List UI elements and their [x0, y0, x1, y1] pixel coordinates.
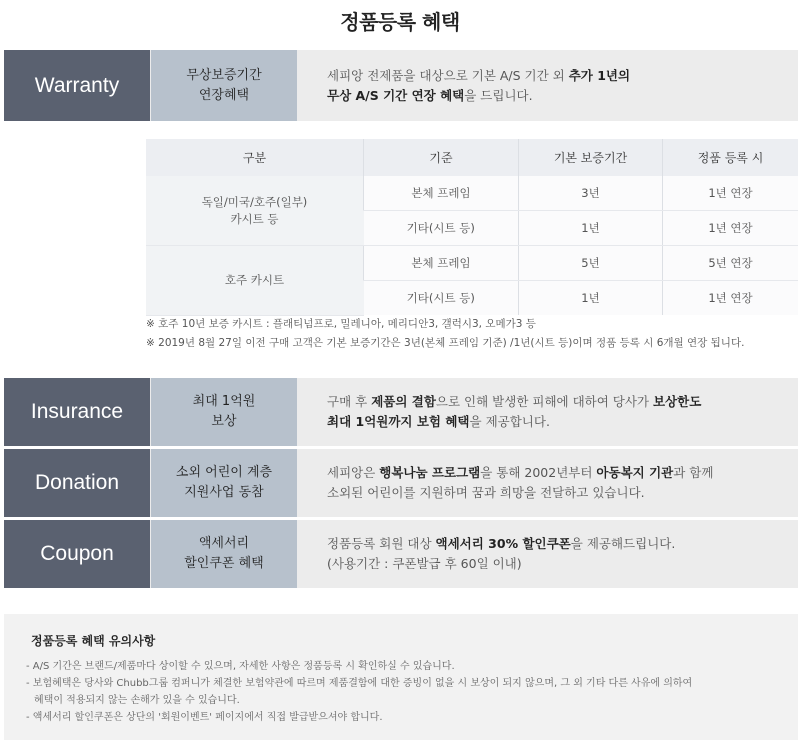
table-header-cell: 정품 등록 시	[663, 139, 799, 176]
table-cell: 1년	[519, 211, 663, 246]
warranty-notes	[146, 315, 744, 353]
insurance-desc-text: 을 제공합니다.	[469, 414, 550, 429]
donation-desc-text: 세피앙은	[327, 465, 380, 480]
warranty-section	[4, 50, 798, 121]
table-group-cell	[146, 176, 364, 246]
donation-subtitle	[151, 449, 297, 517]
coupon-subtitle-line1: 액세서리	[198, 536, 250, 551]
table-group-cell	[146, 246, 364, 316]
coupon-subtitle	[151, 520, 297, 588]
warranty-category: Warranty	[4, 50, 150, 121]
table-cell: 1년 연장	[663, 211, 799, 246]
table-row	[146, 246, 798, 281]
group-name-line1: 호주 카시트	[224, 272, 285, 287]
insurance-desc-text: 으로 인해 발생한 피해에 대하여 당사가	[435, 394, 653, 409]
warranty-subtitle	[151, 50, 297, 121]
donation-subtitle-line1: 소외 어린이 계층	[175, 465, 273, 480]
table-header-cell: 구분	[146, 139, 364, 176]
insurance-subtitle	[151, 378, 297, 446]
donation-section	[4, 449, 798, 517]
notice-list	[26, 658, 692, 726]
insurance-description	[327, 378, 788, 446]
coupon-desc-text: 정품등록 회원 대상	[327, 536, 436, 551]
donation-desc-text: 소외된 어린이를 지원하며 꿈과 희망을 전달하고 있습니다.	[327, 485, 645, 500]
insurance-desc-text: 구매 후	[327, 394, 372, 409]
coupon-section	[4, 520, 798, 588]
table-cell: 1년 연장	[663, 176, 799, 211]
table-header-cell: 기준	[364, 139, 519, 176]
donation-desc-text: 과 함께	[673, 465, 714, 480]
table-cell: 1년	[519, 281, 663, 316]
table-cell: 본체 프레임	[364, 176, 519, 211]
notice-item: - A/S 기간은 브랜드/제품마다 상이할 수 있으며, 자세한 사항은 정품등록 시 확인하실 수 있습니다.	[26, 661, 455, 672]
table-cell: 1년 연장	[663, 281, 799, 316]
table-cell: 5년	[519, 246, 663, 281]
insurance-subtitle-line1: 최대 1억원	[192, 394, 256, 409]
donation-subtitle-line2: 지원사업 동참	[184, 485, 264, 500]
warranty-desc-highlight: 무상 A/S 기간 연장 혜택	[327, 87, 465, 103]
notice-title: 정품등록 혜택 유의사항	[31, 634, 156, 648]
notice-box	[4, 614, 798, 740]
warranty-desc-text: 세피앙 전제품을 대상으로 기본 A/S 기간 외	[327, 67, 569, 83]
group-name-line2: 카시트 등	[230, 211, 279, 226]
warranty-desc-text: 을 드립니다.	[464, 87, 533, 103]
insurance-category: Insurance	[4, 378, 150, 446]
table-cell: 5년 연장	[663, 246, 799, 281]
coupon-desc-text: (사용기간 : 쿠폰발급 후 60일 이내)	[327, 556, 522, 571]
table-cell: 기타(시트 등)	[364, 211, 519, 246]
coupon-desc-highlight: 액세서리 30% 할인쿠폰	[435, 536, 571, 551]
warranty-subtitle-line2: 연장혜택	[198, 87, 250, 103]
donation-desc-highlight: 행복나눔 프로그램	[379, 465, 481, 480]
group-name-line1: 독일/미국/호주(일부)	[201, 194, 308, 209]
insurance-desc-highlight: 보상한도	[652, 394, 702, 409]
insurance-subtitle-line2: 보상	[211, 414, 237, 429]
donation-description	[327, 449, 788, 517]
table-cell: 본체 프레임	[364, 246, 519, 281]
note-line: ※ 호주 10년 보증 카시트 : 플래티넘프로, 밀레니아, 메리디안3, 갤럭시3, 오메가3 등	[146, 318, 536, 330]
warranty-table	[146, 139, 798, 316]
coupon-category: Coupon	[4, 520, 150, 588]
insurance-desc-highlight: 최대 1억원까지 보험 혜택	[327, 414, 470, 429]
table-header-cell: 기본 보증기간	[519, 139, 663, 176]
notice-item: - 액세서리 할인쿠폰은 상단의 '회원이벤트' 페이지에서 직접 발급받으셔야 합니다.	[26, 712, 383, 723]
donation-category: Donation	[4, 449, 150, 517]
page-title: 정품등록 혜택	[340, 10, 460, 34]
donation-desc-text: 을 통해 2002년부터	[480, 465, 597, 480]
coupon-desc-text: 을 제공해드립니다.	[570, 536, 676, 551]
warranty-desc-highlight: 추가 1년의	[568, 67, 631, 83]
insurance-section	[4, 378, 798, 446]
table-header-row	[146, 139, 798, 176]
warranty-description	[327, 50, 788, 121]
notice-item: - 보험혜택은 당사와 Chubb그룹 컴퍼니가 체결한 보험약관에 따르며 제품결함에 대한 증빙이 없을 시 보상이 되지 않으며, 그 외 기타 다른 사유에 의하여	[26, 678, 693, 689]
coupon-description	[327, 520, 788, 588]
warranty-subtitle-line1: 무상보증기간	[186, 67, 262, 83]
insurance-desc-highlight: 제품의 결함	[371, 394, 436, 409]
table-row	[146, 176, 798, 211]
table-cell: 기타(시트 등)	[364, 281, 519, 316]
coupon-subtitle-line2: 할인쿠폰 혜택	[184, 556, 264, 571]
donation-desc-highlight: 아동복지 기관	[596, 465, 674, 480]
notice-item: 혜택이 적용되지 않는 손해가 있을 수 있습니다.	[34, 695, 240, 706]
note-line: ※ 2019년 8월 27일 이전 구매 고객은 기본 보증기간은 3년(본체 프레임 기준) /1년(시트 등)이며 정품 등록 시 6개월 연장 됩니다.	[146, 337, 745, 349]
table-cell: 3년	[519, 176, 663, 211]
